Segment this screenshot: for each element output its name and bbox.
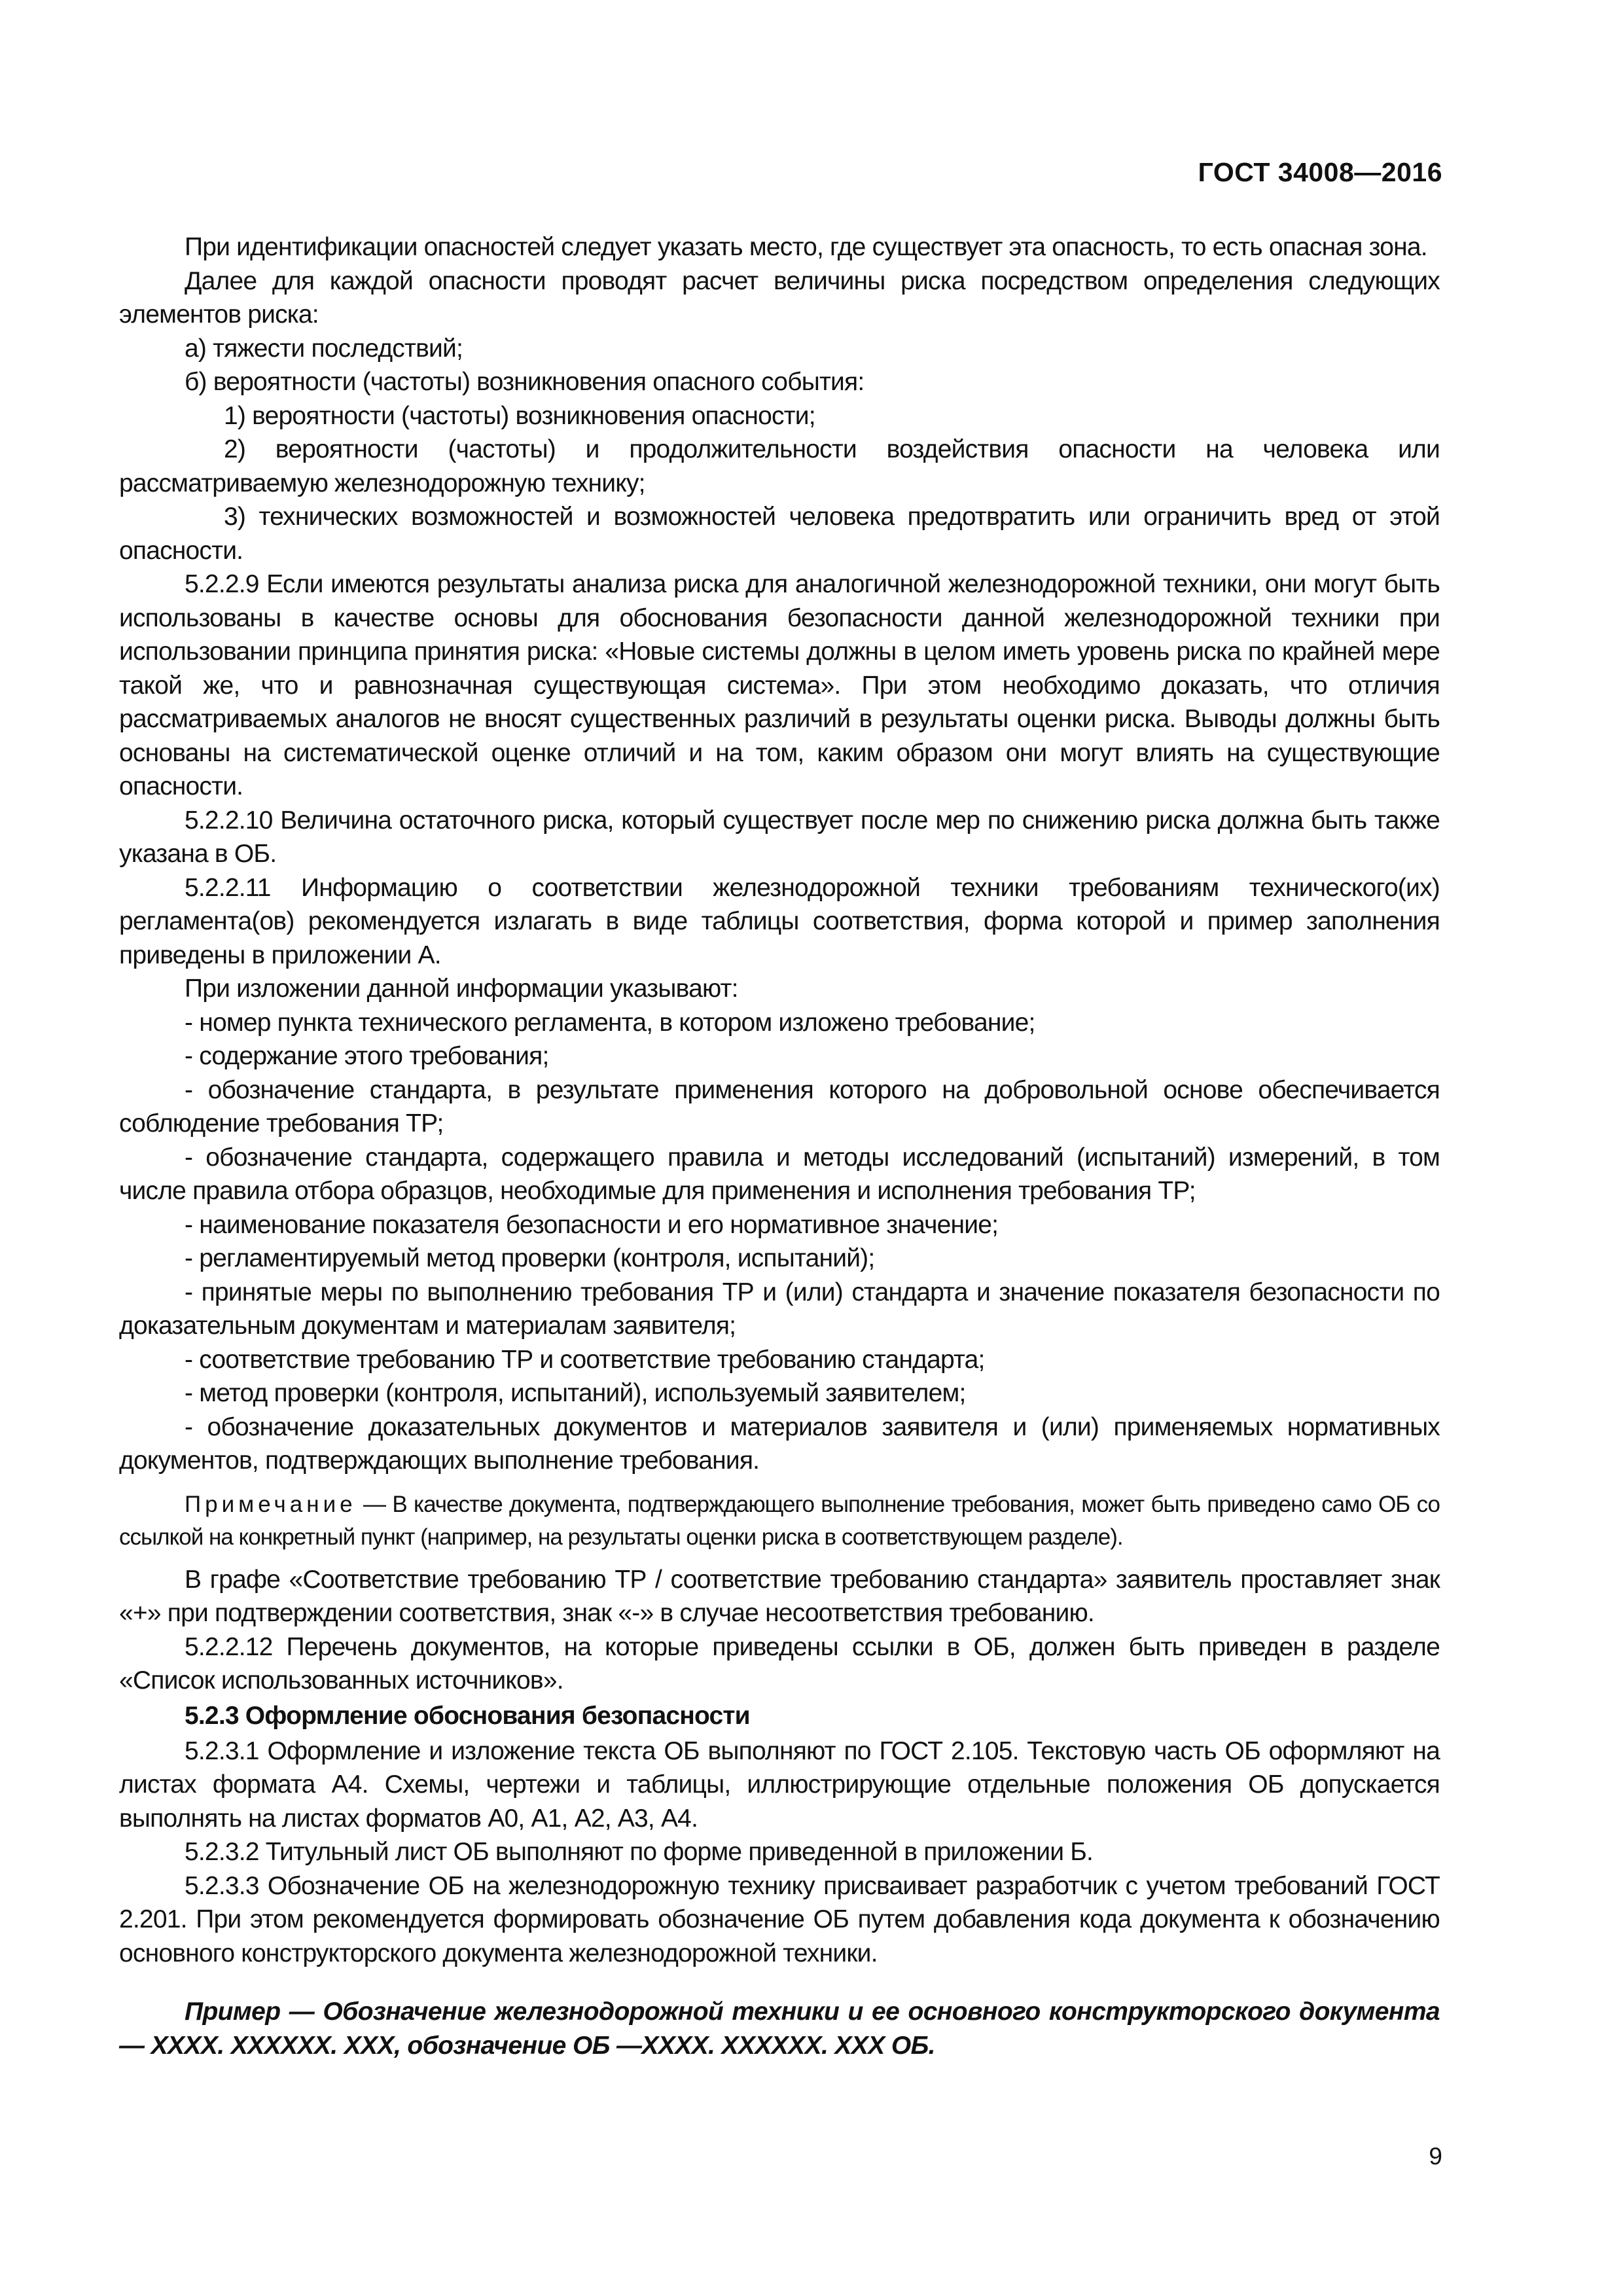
list-item-b: б) вероятности (частоты) возникновения опасного события: [185,368,865,396]
note-text: — В качестве документа, подтверждающего выполнение требования, может быть приведено само ОБ со ссылкой на конкретный пункт (например, на результаты оценки риска в соответствующем разделе). [119,1491,1440,1550]
note-label: Примечание [185,1491,357,1517]
paragraph-column-sign: В графе «Соответствие требованию ТР / соответствие требованию стандарта» заявитель проставляет знак «+» при подтверждении соответствия, знак «-» в случае несоответствия требованию. [119,1565,1440,1627]
list-item-b2: 2) вероятности (частоты) и продолжительности воздействия опасности на человека или рассматриваемую железнодорожную технику; [119,435,1440,497]
note-paragraph [119,1488,1440,1554]
paragraph-5-2-2-9: 5.2.2.9 Если имеются результаты анализа риска для аналогичной железнодорожной техники, они могут быть использованы в качестве основы для обоснования безопасности данной железнодорожной техники при использовании принципа принятия риска: «Новые системы должны в целом иметь уровень риска по крайней мере такой же, что и равнозначная существующая система». При этом необходимо доказать, что отличия рассматриваемых аналогов не вносят существенных различий в результаты оценки риска. Выводы должны быть основаны на систематической оценке отличий и на том, каким образом они могут влиять на существующие опасности. [119,570,1440,800]
list-item-b1: 1) вероятности (частоты) возникновения опасности; [224,401,815,430]
section-heading-5-2-3: 5.2.3 Оформление обоснования безопасности [185,1701,750,1730]
dash-item-6: - регламентируемый метод проверки (контроля, испытаний); [185,1244,875,1272]
paragraph-5-2-3-1: 5.2.3.1 Оформление и изложение текста ОБ выполняют по ГОСТ 2.105. Текстовую часть ОБ оформляют на листах формата А4. Схемы, чертежи и таблицы, иллюстрирующие отдельные положения ОБ допускается выполнять на листах форматов А0, А1, А2, А3, А4. [119,1736,1440,1833]
dash-item-8: - соответствие требованию ТР и соответствие требованию стандарта; [185,1345,985,1374]
page-number: 9 [1429,2143,1442,2170]
paragraph-5-2-3-3: 5.2.3.3 Обозначение ОБ на железнодорожную технику присваивает разработчик с учетом требований ГОСТ 2.201. При этом рекомендуется формировать обозначение ОБ путем добавления кода документа к обозначению основного конструкторского документа железнодорожной техники. [119,1871,1440,1967]
paragraph-indicate: При изложении данной информации указывают: [185,975,738,1003]
list-item-b3: 3) технических возможностей и возможностей человека предотвратить или ограничить вред от этой опасности. [119,503,1440,565]
paragraph-5-2-3-2: 5.2.3.2 Титульный лист ОБ выполняют по форме приведенной в приложении Б. [185,1838,1094,1866]
paragraph-5-2-2-11: 5.2.2.11 Информацию о соответствии железнодорожной техники требованиям технического(их) регламента(ов) рекомендуется излагать в виде таблицы соответствия, форма которой и пример заполнения приведены в приложении А. [119,873,1440,969]
dash-item-3: - обозначение стандарта, в результате применения которого на добровольной основе обеспечивается соблюдение требования ТР; [119,1075,1440,1138]
list-item-a: а) тяжести последствий; [185,334,463,363]
dash-item-9: - метод проверки (контроля, испытаний), используемый заявителем; [185,1379,966,1407]
dash-item-2: - содержание этого требования; [185,1042,549,1070]
document-code-header: ГОСТ 34008—2016 [1198,157,1442,187]
dash-item-1: - номер пункта технического регламента, в котором изложено требование; [185,1008,1035,1037]
paragraph-risk-calculation: Далее для каждой опасности проводят расчет величины риска посредством определения следующих элементов риска: [119,266,1440,329]
dash-item-4: - обозначение стандарта, содержащего правила и методы исследований (испытаний) измерений, в том числе правила отбора образцов, необходимые для применения и исполнения требования ТР; [119,1143,1440,1205]
dash-item-7: - принятые меры по выполнению требования ТР и (или) стандарта и значение показателя безопасности по доказательным документам и материалам заявителя; [119,1278,1440,1340]
dash-item-5: - наименование показателя безопасности и его нормативное значение; [185,1210,999,1239]
example-paragraph: Пример — Обозначение железнодорожной техники и ее основного конструкторского документа — XXXX. XXXXXX. XXX, обозначение ОБ —XXXX. XXXXXX. XXX ОБ. [119,1998,1440,2060]
dash-item-10: - обозначение доказательных документов и материалов заявителя и (или) применяемых нормативных документов, подтверждающих выполнение требования. [119,1412,1440,1475]
document-body [119,230,1440,2062]
paragraph-5-2-2-10: 5.2.2.10 Величина остаточного риска, который существует после мер по снижению риска должна быть также указана в ОБ. [119,806,1440,868]
paragraph-hazard-location: При идентификации опасностей следует указать место, где существует эта опасность, то есть опасная зона. [185,233,1427,261]
paragraph-5-2-2-12: 5.2.2.12 Перечень документов, на которые приведены ссылки в ОБ, должен быть приведен в разделе «Список использованных источников». [119,1632,1440,1695]
